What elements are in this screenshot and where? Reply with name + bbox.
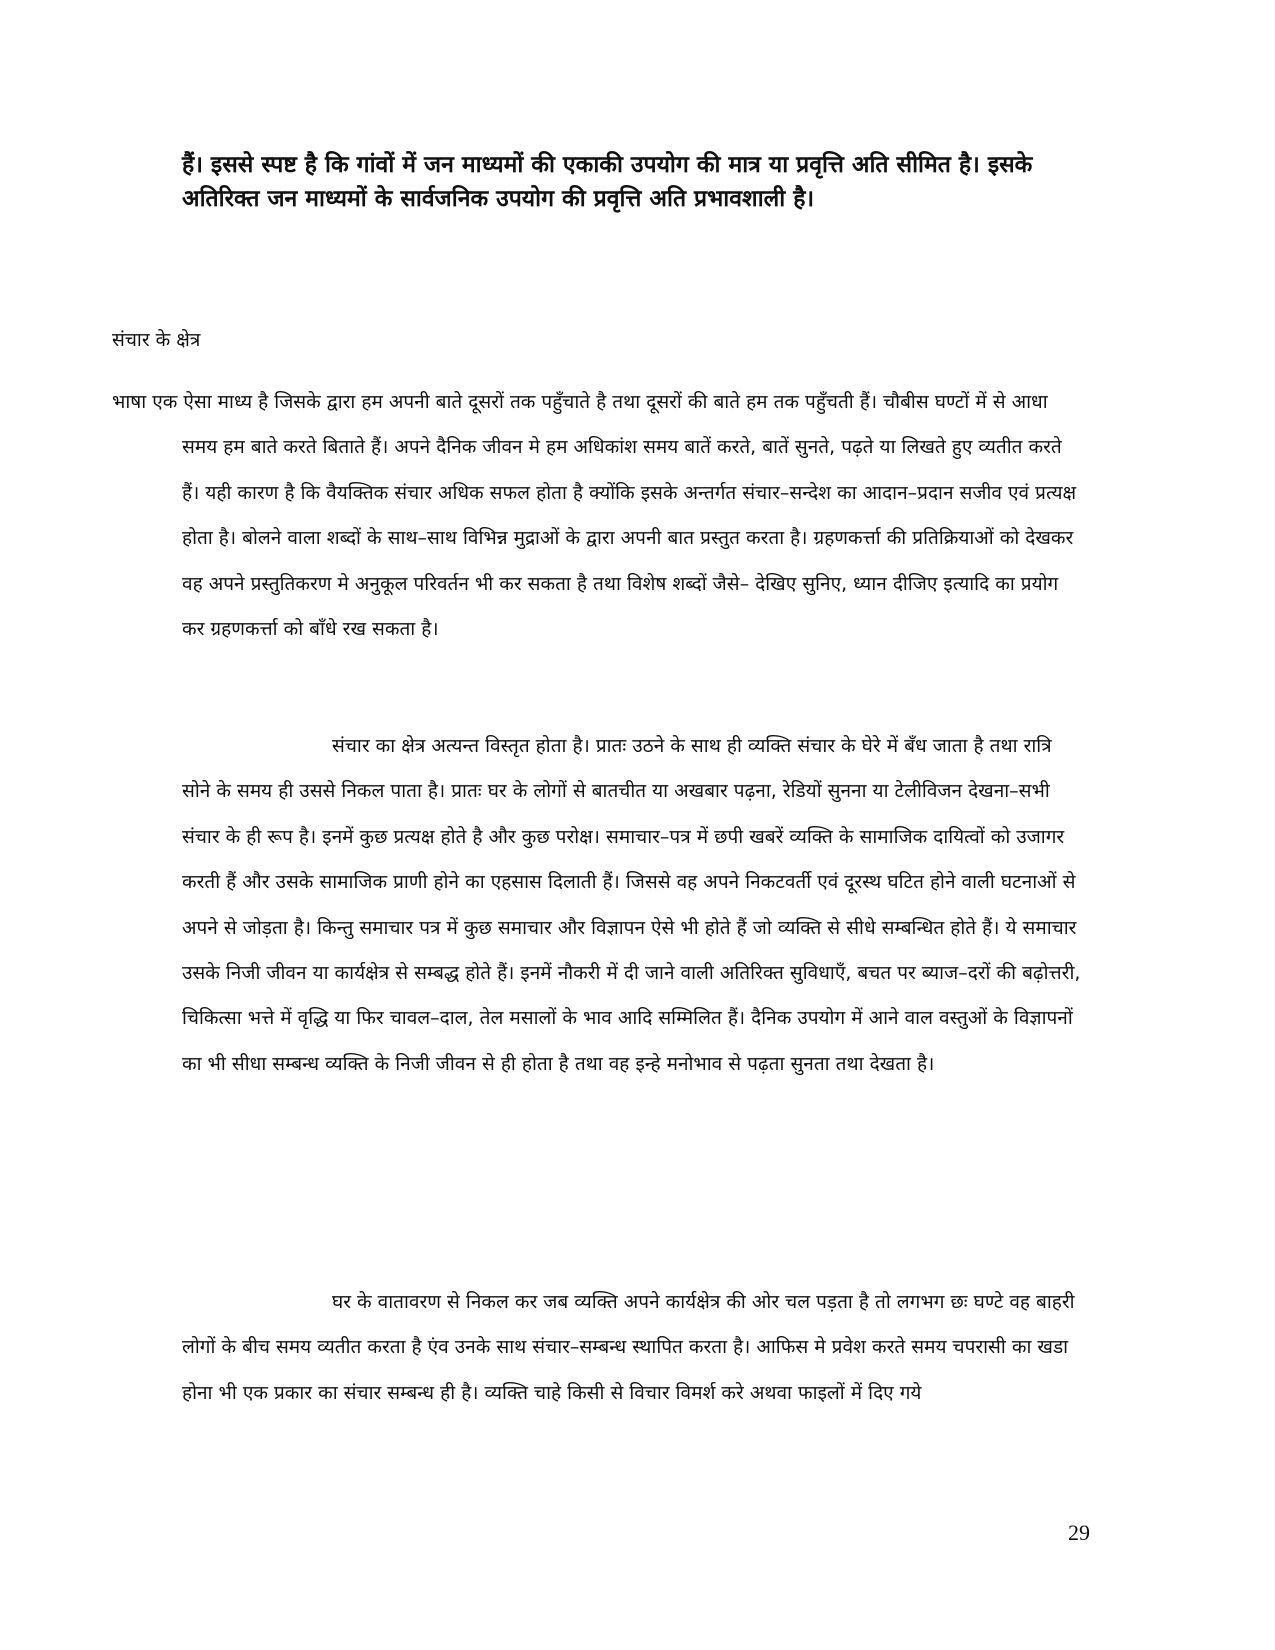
section-heading: संचार के क्षेत्र xyxy=(112,329,201,351)
top-paragraph: हैं। इससे स्पष्ट है कि गांवों में जन माध्यमों की एकाकी उपयोग की मात्र या प्रवृत्ति अति सीमित है। इसके अतिरिक्त जन माध्यमों के सार्वजनिक उपयोग की प्रवृत्ति अति प्रभावशाली है। xyxy=(182,152,1033,212)
page-number: 29 xyxy=(1068,1520,1090,1545)
paragraph-2: संचार का क्षेत्र अत्यन्त विस्तृत होता है। प्रातः उठने के साथ ही व्यक्ति संचार के घेरे में बँध जाता है तथा रात्रि सोने के समय ही उससे निकल पाता है। प्रातः घर के लोगों से बातचीत या अखबार पढ़ना, रेडियों सुनना या टेलीविजन देखना–सभी संचार के ही रूप है। इनमें कुछ प्रत्यक्ष होते है और कुछ परोक्ष। समाचार–पत्र में छपी खबरें व्यक्ति के सामाजिक दायित्वों को उजागर करती हैं और उसके सामाजिक प्राणी होने का एहसास दिलाती हैं। जिससे वह अपने निकटवर्ती एवं दूरस्थ घटित होने वाली घटनाओं से अपने से जोड़ता है। किन्तु समाचार पत्र में कुछ समाचार और विज्ञापन ऐसे भी होते हैं जो व्यक्ति से सीधे सम्बन्धित होते हैं। ये समाचार उसके निजी जीवन या कार्यक्षेत्र से सम्बद्ध होते हैं। इनमें नौकरी में दी जाने वाली अतिरिक्त सुविधाएँ, बचत पर ब्याज–दरों की बढ़ोत्तरी, चिकित्सा भत्ते में वृद्धि या फिर चावल–दाल, तेल मसालों के भाव आदि सम्मिलित हैं। दैनिक उपयोग में आने वाल वस्तुओं के विज्ञापनों का भी सीधा सम्बन्ध व्यक्ति के निजी जीवन से ही होता है तथा वह इन्हे मनोभाव से पढ़ता सुनता तथा देखता है। xyxy=(182,735,1081,1075)
paragraph-1: भाषा एक ऐसा माध्य है जिसके द्वारा हम अपनी बाते दूसरों तक पहुँचाते है तथा दूसरों की बाते हम तक पहुँचती हैं। चौबीस घण्टों में से आधा समय हम बाते करते बिताते हैं। अपने दैनिक जीवन मे हम अधिकांश समय बातें करते, बातें सुनते, पढ़ते या लिखते हुए व्यतीत करते हैं। यही कारण है कि वैयक्तिक संचार अधिक सफल होता है क्योंकि इसके अन्तर्गत संचार–सन्देश का आदान–प्रदान सजीव एवं प्रत्यक्ष होता है। बोलने वाला शब्दों के साथ–साथ विभिन्न मुद्राओं के द्वारा अपनी बात प्रस्तुत करता है। ग्रहणकर्त्ता की प्रतिक्रियाओं को देखकर वह अपने प्रस्तुतिकरण मे अनुकूल परिवर्तन भी कर सकता है तथा विशेष शब्दों जैसे– देखिए सुनिए, ध्यान दीजिए इत्यादि का प्रयोग कर ग्रहणकर्त्ता को बाँधे रख सकता है। xyxy=(112,391,1077,641)
paragraph-3: घर के वातावरण से निकल कर जब व्यक्ति अपने कार्यक्षेत्र की ओर चल पड़ता है तो लगभग छः घण्टे वह बाहरी लोगों के बीच समय व्यतीत करता है एंव उनके साथ संचार–सम्बन्ध स्थापित करता है। आफिस मे प्रवेश करते समय चपरासी का खडा होना भी एक प्रकार का संचार सम्बन्ध ही है। व्यक्ति चाहे किसी से विचार विमर्श करे अथवा फाइलों में दिए गये xyxy=(182,1291,1075,1404)
